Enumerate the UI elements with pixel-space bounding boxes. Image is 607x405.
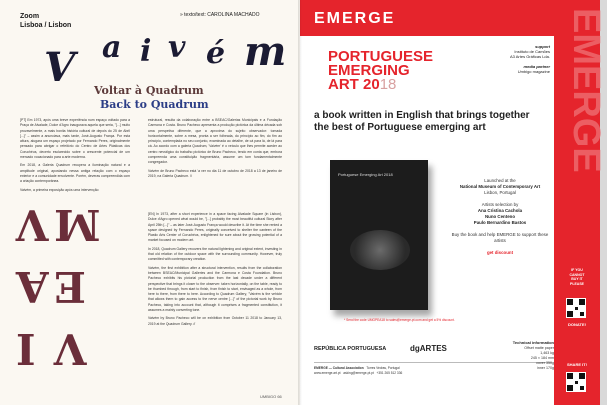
media-label: media partner — [523, 63, 550, 69]
footer-phone: +351 265 512 336 — [376, 370, 403, 375]
left-page — [0, 0, 300, 405]
share-label: SHARE IT! — [567, 362, 587, 367]
paragraph: [EN] In 1973, after a short experience in a space facing Alvalade Square (in Lisbon), Dulce d'Agro opened what would be, "[...] probably the most beautiful cultural Story after April 25th [...]" – as later José-Augusto França would describe it. At the time she rented a space designed by Fernando Peres, originally conceived to shelter the canteen of the Plastic Arts Center of Coruchéus, enlightened for sure about the growing potential of a market focused on modern art. — [148, 212, 282, 243]
donate-qr-code-icon[interactable] — [566, 298, 586, 318]
tech-line: Offset matte paper — [524, 346, 554, 350]
right-page — [300, 0, 607, 405]
decorative-letters — [16, 200, 101, 390]
footer-web[interactable]: www.emerge.art.pt — [314, 370, 341, 375]
selector-name: Ana Cristina Cachola — [477, 208, 523, 213]
paragraph: [PT] Em 1973, após uma breve experiência num espaço voltado para a Praça de Alvalade, Dulce d'Agro inaugurava aquela que seria, "[...] muito provavelmente, a mais bonita história cultural de depois do 25 de Abril [...]" – assim a anunciava, mais tarde, José-Augusto França. Por esta altura, alugara um espaço projetado por Fernando Peres, originalmente pensado para abrigar o refeitório do Centro de Artes Plásticas dos Coruchéus, decerto esclarecido sobre o crescente potencial de um mercado vocacionado para a arte moderna. — [20, 118, 130, 160]
big-letter: V — [16, 200, 49, 249]
help-text: Buy the book and help EMERGE to support these artists — [451, 232, 549, 243]
launched-title: Launched at the — [484, 178, 516, 183]
media-org: Umbigo magazine — [517, 68, 550, 74]
paragraph: estrutural, resulta da colaboração entre a BSEAC/Galerias Municipais e a Fundação Carmona e Costa. Bruno Pacheco apresenta a produção pictórica da última década sob uma perspetiva diferente, que a aproxima do sujeito observador: tomada horizontalmente, sobre a mesa, pronta a ser folheada, do princípio ao fim, do fim ao princípio, contemplada no seu conjunto, examinada ao detalhe, de cá para lá, de lá para cá. Ao acordo com a galeria Quadrum, 'Vaivém' é o veículo que lhes permite aceder ao centro nevrálgico do trabalho pictórico de Bruno Pacheco, tendo em conta que, embora compreenda uma constituição fragmentária, assume um tom fundamentalmente congregador. — [148, 118, 282, 165]
republica-logo: REPÚBLICA PORTUGUESA — [314, 346, 387, 352]
prompt-line: PLEASE — [569, 281, 584, 286]
subtitle-en: Back to Quadrum — [100, 98, 209, 111]
footer-mail[interactable]: asking@emerge-pt.pt — [343, 370, 374, 375]
donate-prompt — [556, 268, 598, 286]
cover-art — [350, 230, 410, 270]
title-line: EMERGING — [328, 62, 410, 79]
footer-address: Torres Vedras, Portugal — [366, 366, 400, 370]
get-discount-link[interactable]: get discount — [486, 250, 514, 255]
headline-letter: V — [44, 44, 76, 91]
big-letter: I — [16, 324, 36, 373]
tech-line: inner 170g — [537, 366, 554, 370]
ghost-logo: EMERGE — [565, 8, 607, 173]
dgartes-logo: dgARTES — [410, 344, 447, 353]
title-line: PORTUGUESE — [328, 48, 434, 65]
paragraph: In 2018, Quadrum Gallery recovers the natural lightening and original extent, investing in that old relation of the outdoor space with the surrounding community. However, truly committed with contemporary creation. — [148, 246, 282, 262]
selection-title: Artists selection by — [481, 202, 519, 207]
column-right — [148, 118, 282, 182]
paragraph: Vaivém de Bruno Pacheco está 'a ver no dia 11 de outubro de 2018 a 13 de janeiro de 2019, na Galeria Quadrum. // — [148, 168, 282, 178]
headline-letter: i — [140, 34, 152, 69]
support-org2: A3 Artes Gráficas Lda. — [509, 54, 550, 60]
headline-letter: v — [168, 30, 186, 65]
title-line: ART 2018 — [328, 76, 397, 93]
emerge-logo: EMERGE — [314, 10, 396, 27]
launched-city: Lisbon, Portugal — [484, 190, 516, 195]
subtitle-pt: Voltar à Quadrum — [94, 84, 204, 97]
section-header — [20, 12, 71, 30]
book-cover-image — [330, 160, 428, 310]
discount-note: * Send the code UMGPEA18 to sales@emerge-pt.com and get a 5% discount. — [344, 318, 455, 322]
location-label: Lisboa / Lisbon — [20, 22, 72, 29]
paragraph: Em 2018, a Galeria Quadrum recupera a iluminação natural e a amplitude original, apostando nessa antiga relação com o espaço exterior e a comunidade envolvente. Porém, deveras compreendida com a criação contemporânea. — [20, 163, 130, 184]
page-gutter — [298, 0, 302, 405]
sponsors — [498, 44, 550, 74]
paragraph: Vaivém, the first exhibition after a structural intervention, results from the collaboration between BSEAC/Municipal Galleries and the Carmona e Costa Foundation. Bruno Pacheco exhibits his pictorial production from the last decade under a different perspective that brings it closer to the observer: taken horizontally, on the table, ready to be thumbed through, from start to finish, from finish to start, envisaged as a whole, from here to there, from there to here. According to Quadrum Gallery, "Vaivém is the vehicle that allows them to gain access to the nerve centre [...]" of the pictorial work by Bruno Pacheco, taking into account that, although it comprises a fragmented constitution, it assumes a mainly converting tone. — [148, 265, 282, 313]
big-letter: V — [54, 324, 87, 373]
headline-letter: m — [244, 28, 287, 75]
big-letter: E — [54, 262, 87, 311]
column-en — [148, 212, 282, 330]
prompt-line: BUY IT — [571, 277, 583, 282]
tech-title: Technical information — [512, 340, 554, 345]
column-pt — [20, 118, 130, 196]
share-qr-code-icon[interactable] — [566, 372, 586, 392]
paragraph: Vaivém, a primeira exposição após uma intervenção — [20, 187, 99, 192]
footer-contacts — [314, 366, 484, 375]
paragraph: Vaivém by Bruno Pacheco will be on exhibition from October 11 2018 to January 13, 2019 at the Quadrum Gallery. // — [148, 316, 282, 326]
selector-name: Paulo Bernardino Bastos — [473, 220, 527, 225]
tech-line: 1,463 kg — [540, 351, 554, 355]
support-org: Instituto de Camões — [514, 49, 550, 55]
big-letter: A — [16, 262, 49, 311]
selector-name: Nuno Centeno — [485, 214, 515, 219]
footer-org: EMERGE — Cultural Association — [314, 366, 364, 370]
section-label: Zoom — [20, 13, 40, 20]
book-cover-title: Portuguese Emerging Art 2018 — [338, 172, 393, 177]
support-label: support — [535, 44, 550, 49]
author-credit: » texto/text: CAROLINA MACHADO — [180, 12, 260, 18]
prompt-line: IF YOU — [571, 268, 583, 272]
partner-logos — [314, 344, 484, 358]
red-sidebar — [554, 0, 607, 405]
title-year: 18 — [379, 76, 397, 93]
headline-letter: a — [102, 30, 122, 65]
book-info — [450, 178, 550, 262]
header-bar — [300, 0, 554, 36]
headline-letter: é — [206, 36, 226, 71]
prompt-line: CANNOT — [569, 272, 585, 277]
page-number: UMBIGO 66 — [260, 394, 282, 399]
tech-line: 245 × 184 mm — [530, 356, 554, 360]
tech-line: cover 350g — [536, 361, 554, 365]
technical-info — [494, 340, 554, 371]
launched-venue: National Museum of Contemporary Art — [459, 184, 541, 189]
donate-label: DONATE! — [568, 322, 586, 327]
big-letter: M — [54, 200, 101, 249]
tagline: a book written in English that brings together the best of Portuguese emerging art — [314, 110, 530, 133]
